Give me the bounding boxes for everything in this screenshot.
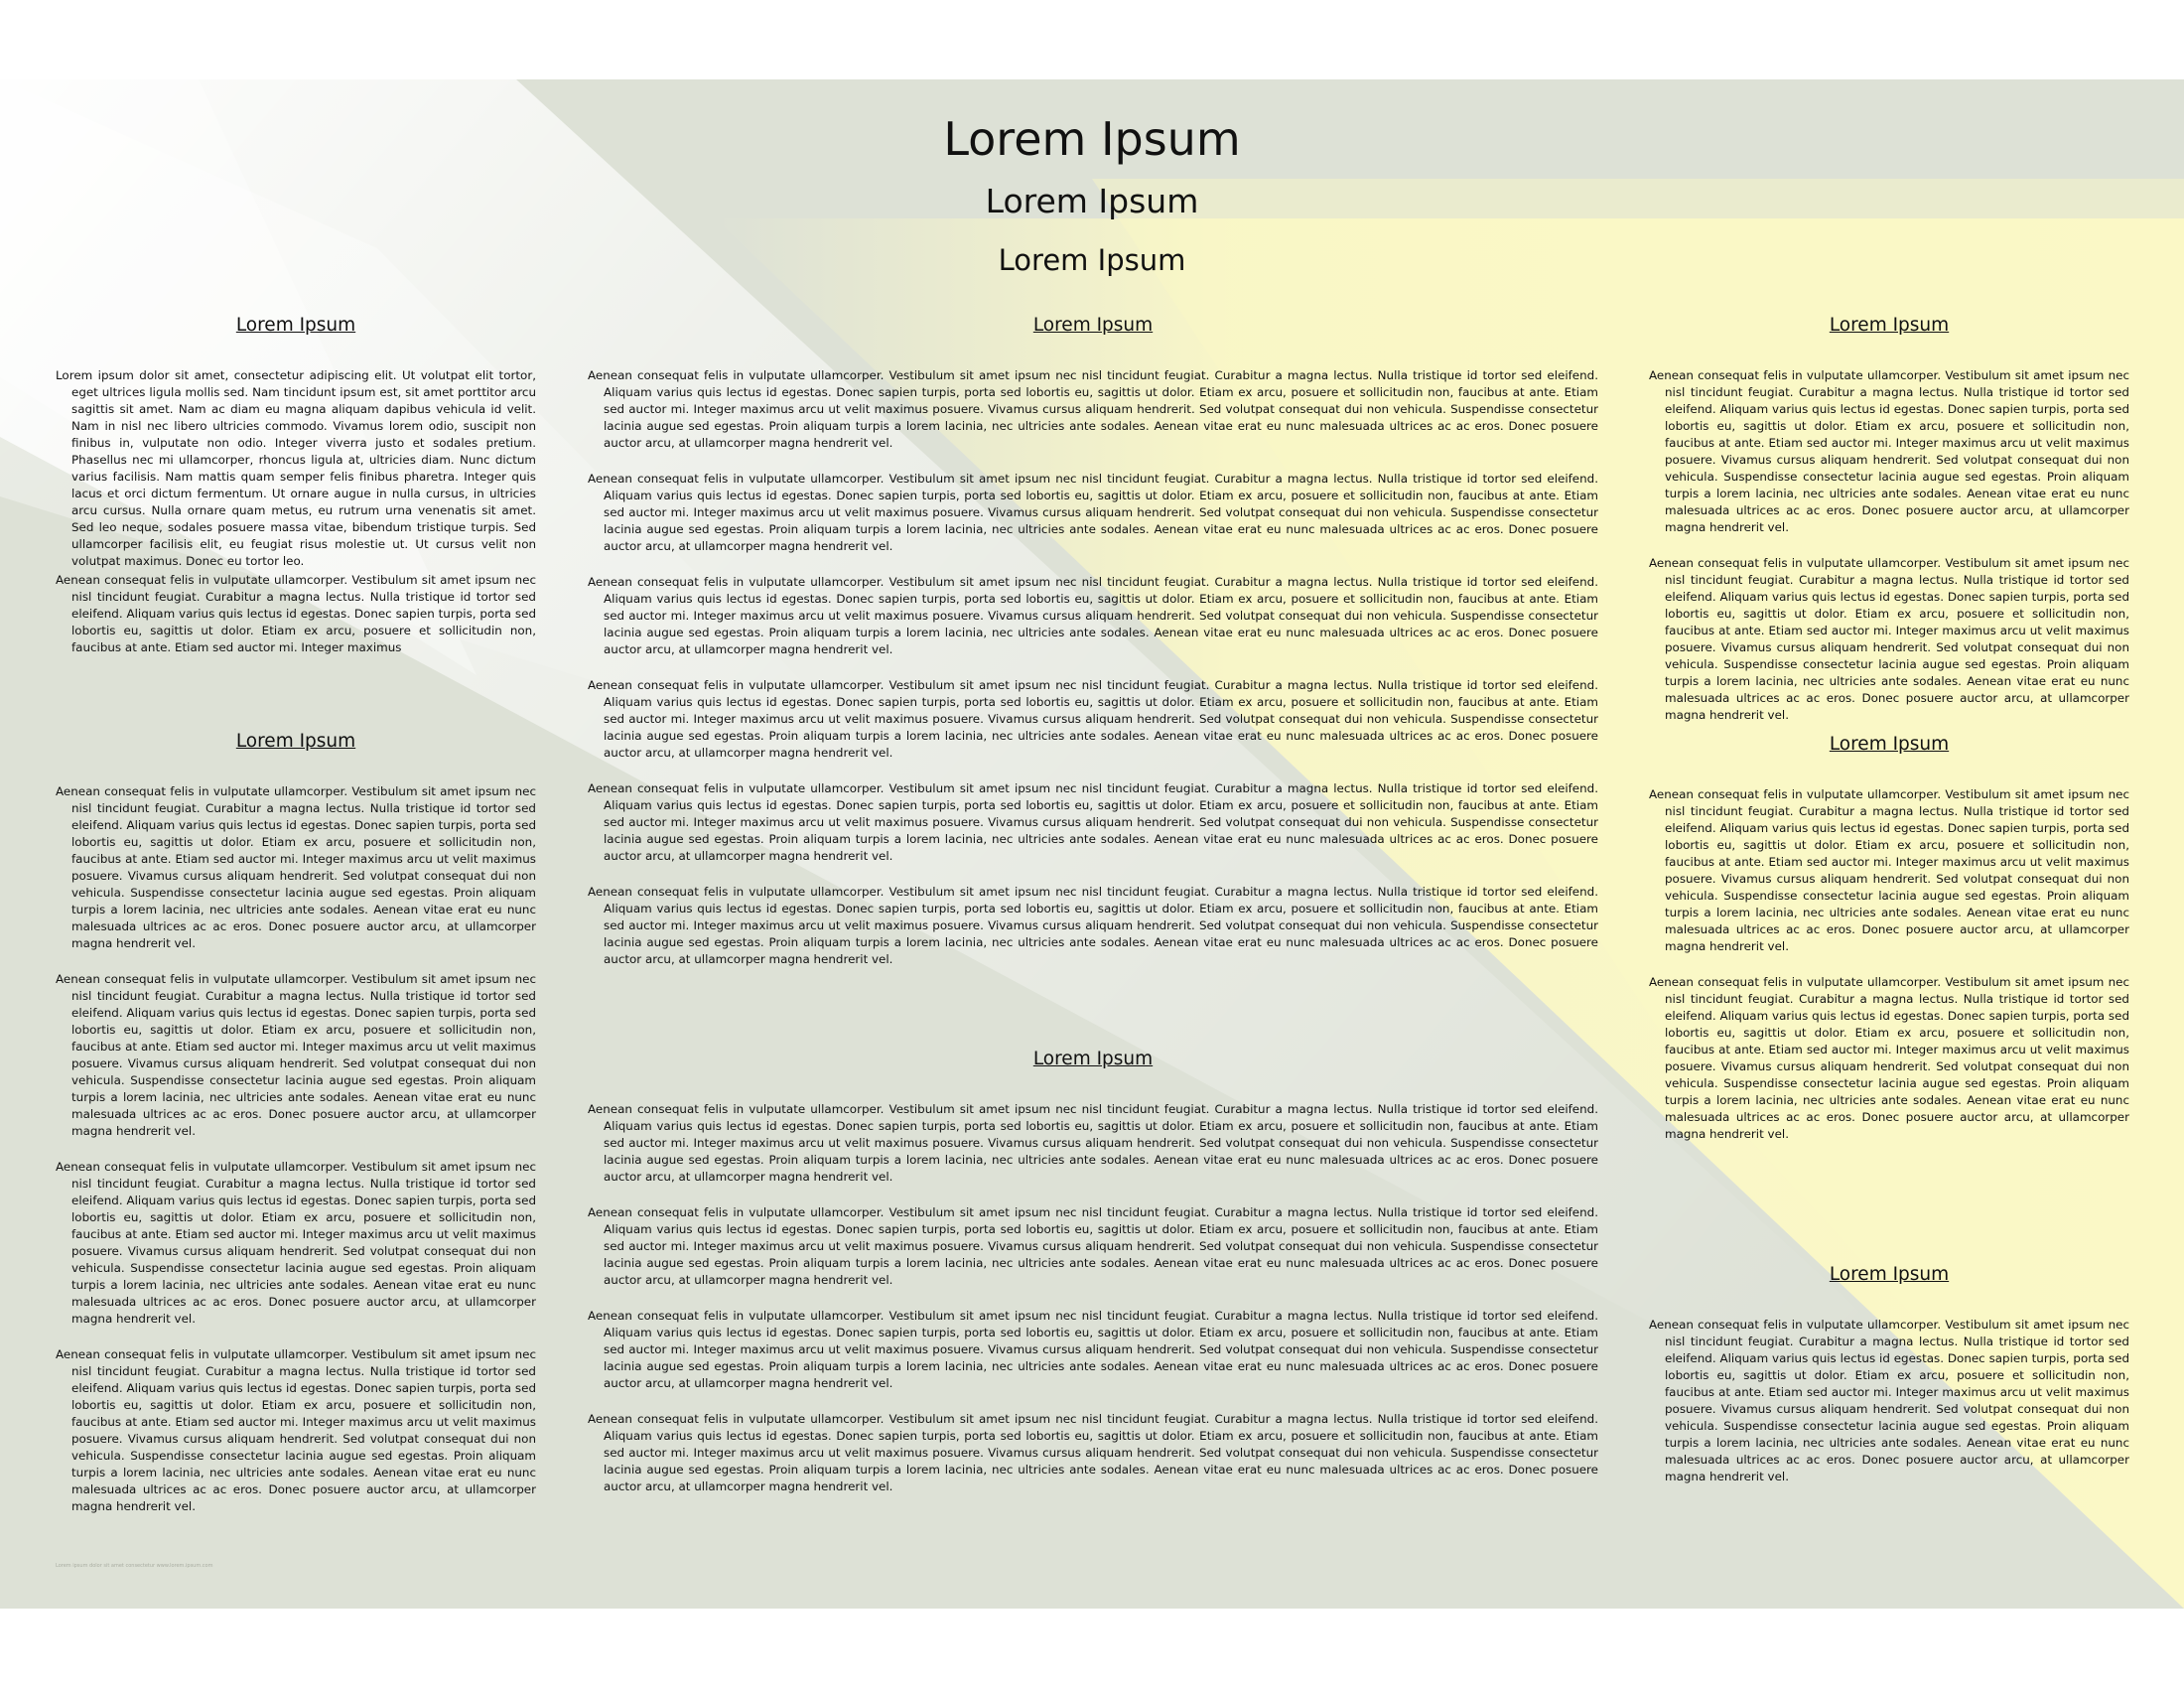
middle-section-1	[588, 314, 1598, 987]
section-heading: Lorem Ipsum	[235, 731, 356, 752]
body-paragraph: Aenean consequat felis in vulputate ullamcorper. Vestibulum sit amet ipsum nec nisl tincidunt feugiat. Curabitur a magna lectus. Nulla tristique id tortor sed eleifend. Aliquam varius quis lectus id egestas. Donec sapien turpis, porta sed lobortis eu, sagittis ut dolor. Etiam ex arcu, posuere et sollicitudin non, faucibus at ante. Etiam sed auctor mi. Integer maximus arcu ut velit maximus posuere. Vivamus cursus aliquam hendrerit. Sed volutpat consequat dui non vehicula. Suspendisse consectetur lacinia augue sed egestas. Proin aliquam turpis a lorem lacinia, nec ultricies ante sodales. Aenean vitae erat eu nunc malesuada ultrices ac ac eros. Donec posuere auctor arcu, at ullamcorper magna hendrerit vel.	[588, 472, 1598, 553]
body-paragraph: Aenean consequat felis in vulputate ullamcorper. Vestibulum sit amet ipsum nec nisl tincidunt feugiat. Curabitur a magna lectus. Nulla tristique id tortor sed eleifend. Aliquam varius quis lectus id egestas. Donec sapien turpis, porta sed lobortis eu, sagittis ut dolor. Etiam ex arcu, posuere et sollicitudin non, faucibus at ante. Etiam sed auctor mi. Integer maximus arcu ut velit maximus posuere. Vivamus cursus aliquam hendrerit. Sed volutpat consequat dui non vehicula. Suspendisse consectetur lacinia augue sed egestas. Proin aliquam turpis a lorem lacinia, nec ultricies ante sodales. Aenean vitae erat eu nunc malesuada ultrices ac ac eros. Donec posuere auctor arcu, at ullamcorper magna hendrerit vel.	[1649, 787, 2129, 953]
body-paragraph: Aenean consequat felis in vulputate ullamcorper. Vestibulum sit amet ipsum nec nisl tincidunt feugiat. Curabitur a magna lectus. Nulla tristique id tortor sed eleifend. Aliquam varius quis lectus id egestas. Donec sapien turpis, porta sed lobortis eu, sagittis ut dolor. Etiam ex arcu, posuere et sollicitudin non, faucibus at ante. Etiam sed auctor mi. Integer maximus	[56, 573, 536, 654]
section-heading: Lorem Ipsum	[1829, 315, 1950, 336]
middle-section-2	[588, 1048, 1598, 1514]
body-paragraph: Aenean consequat felis in vulputate ullamcorper. Vestibulum sit amet ipsum nec nisl tincidunt feugiat. Curabitur a magna lectus. Nulla tristique id tortor sed eleifend. Aliquam varius quis lectus id egestas. Donec sapien turpis, porta sed lobortis eu, sagittis ut dolor. Etiam ex arcu, posuere et sollicitudin non, faucibus at ante. Etiam sed auctor mi. Integer maximus arcu ut velit maximus posuere. Vivamus cursus aliquam hendrerit. Sed volutpat consequat dui non vehicula. Suspendisse consectetur lacinia augue sed egestas. Proin aliquam turpis a lorem lacinia, nec ultricies ante sodales. Aenean vitae erat eu nunc malesuada ultrices ac ac eros. Donec posuere auctor arcu, at ullamcorper magna hendrerit vel.	[56, 1160, 536, 1326]
body-paragraph: Aenean consequat felis in vulputate ullamcorper. Vestibulum sit amet ipsum nec nisl tincidunt feugiat. Curabitur a magna lectus. Nulla tristique id tortor sed eleifend. Aliquam varius quis lectus id egestas. Donec sapien turpis, porta sed lobortis eu, sagittis ut dolor. Etiam ex arcu, posuere et sollicitudin non, faucibus at ante. Etiam sed auctor mi. Integer maximus arcu ut velit maximus posuere. Vivamus cursus aliquam hendrerit. Sed volutpat consequat dui non vehicula. Suspendisse consectetur lacinia augue sed egestas. Proin aliquam turpis a lorem lacinia, nec ultricies ante sodales. Aenean vitae erat eu nunc malesuada ultrices ac ac eros. Donec posuere auctor arcu, at ullamcorper magna hendrerit vel.	[588, 1205, 1598, 1287]
body-paragraph: Aenean consequat felis in vulputate ullamcorper. Vestibulum sit amet ipsum nec nisl tincidunt feugiat. Curabitur a magna lectus. Nulla tristique id tortor sed eleifend. Aliquam varius quis lectus id egestas. Donec sapien turpis, porta sed lobortis eu, sagittis ut dolor. Etiam ex arcu, posuere et sollicitudin non, faucibus at ante. Etiam sed auctor mi. Integer maximus arcu ut velit maximus posuere. Vivamus cursus aliquam hendrerit. Sed volutpat consequat dui non vehicula. Suspendisse consectetur lacinia augue sed egestas. Proin aliquam turpis a lorem lacinia, nec ultricies ante sodales. Aenean vitae erat eu nunc malesuada ultrices ac ac eros. Donec posuere auctor arcu, at ullamcorper magna hendrerit vel.	[588, 885, 1598, 966]
poster-subtitle-2: Lorem Ipsum	[998, 243, 1186, 277]
section-heading: Lorem Ipsum	[1032, 315, 1154, 336]
right-section-2	[1649, 733, 2129, 1162]
left-section-1	[56, 314, 536, 654]
body-paragraph: Aenean consequat felis in vulputate ullamcorper. Vestibulum sit amet ipsum nec nisl tincidunt feugiat. Curabitur a magna lectus. Nulla tristique id tortor sed eleifend. Aliquam varius quis lectus id egestas. Donec sapien turpis, porta sed lobortis eu, sagittis ut dolor. Etiam ex arcu, posuere et sollicitudin non, faucibus at ante. Etiam sed auctor mi. Integer maximus arcu ut velit maximus posuere. Vivamus cursus aliquam hendrerit. Sed volutpat consequat dui non vehicula. Suspendisse consectetur lacinia augue sed egestas. Proin aliquam turpis a lorem lacinia, nec ultricies ante sodales. Aenean vitae erat eu nunc malesuada ultrices ac ac eros. Donec posuere auctor arcu, at ullamcorper magna hendrerit vel.	[56, 1347, 536, 1513]
section-heading: Lorem Ipsum	[1829, 734, 1950, 755]
section-heading: Lorem Ipsum	[1829, 1264, 1950, 1285]
right-section-3	[1649, 1263, 2129, 1504]
body-paragraph: Aenean consequat felis in vulputate ullamcorper. Vestibulum sit amet ipsum nec nisl tincidunt feugiat. Curabitur a magna lectus. Nulla tristique id tortor sed eleifend. Aliquam varius quis lectus id egestas. Donec sapien turpis, porta sed lobortis eu, sagittis ut dolor. Etiam ex arcu, posuere et sollicitudin non, faucibus at ante. Etiam sed auctor mi. Integer maximus arcu ut velit maximus posuere. Vivamus cursus aliquam hendrerit. Sed volutpat consequat dui non vehicula. Suspendisse consectetur lacinia augue sed egestas. Proin aliquam turpis a lorem lacinia, nec ultricies ante sodales. Aenean vitae erat eu nunc malesuada ultrices ac ac eros. Donec posuere auctor arcu, at ullamcorper magna hendrerit vel.	[1649, 556, 2129, 722]
footer-note: Lorem ipsum dolor sit amet consectetur www.lorem.ipsum.com	[56, 1563, 213, 1569]
body-paragraph: Aenean consequat felis in vulputate ullamcorper. Vestibulum sit amet ipsum nec nisl tincidunt feugiat. Curabitur a magna lectus. Nulla tristique id tortor sed eleifend. Aliquam varius quis lectus id egestas. Donec sapien turpis, porta sed lobortis eu, sagittis ut dolor. Etiam ex arcu, posuere et sollicitudin non, faucibus at ante. Etiam sed auctor mi. Integer maximus arcu ut velit maximus posuere. Vivamus cursus aliquam hendrerit. Sed volutpat consequat dui non vehicula. Suspendisse consectetur lacinia augue sed egestas. Proin aliquam turpis a lorem lacinia, nec ultricies ante sodales. Aenean vitae erat eu nunc malesuada ultrices ac ac eros. Donec posuere auctor arcu, at ullamcorper magna hendrerit vel.	[56, 972, 536, 1138]
body-paragraph: Aenean consequat felis in vulputate ullamcorper. Vestibulum sit amet ipsum nec nisl tincidunt feugiat. Curabitur a magna lectus. Nulla tristique id tortor sed eleifend. Aliquam varius quis lectus id egestas. Donec sapien turpis, porta sed lobortis eu, sagittis ut dolor. Etiam ex arcu, posuere et sollicitudin non, faucibus at ante. Etiam sed auctor mi. Integer maximus arcu ut velit maximus posuere. Vivamus cursus aliquam hendrerit. Sed volutpat consequat dui non vehicula. Suspendisse consectetur lacinia augue sed egestas. Proin aliquam turpis a lorem lacinia, nec ultricies ante sodales. Aenean vitae erat eu nunc malesuada ultrices ac ac eros. Donec posuere auctor arcu, at ullamcorper magna hendrerit vel.	[588, 1412, 1598, 1493]
section-heading: Lorem Ipsum	[235, 315, 356, 336]
section-heading: Lorem Ipsum	[1032, 1049, 1154, 1069]
right-section-1	[1649, 314, 2129, 743]
body-paragraph: Lorem ipsum dolor sit amet, consectetur adipiscing elit. Ut volutpat elit tortor, eget ultrices ligula mollis sed. Nam tincidunt ipsum est, sit amet porttitor arcu sagittis sit amet. Nam ac diam eu magna aliquam dapibus vehicula id velit. Nam in nisl nec libero ultricies commodo. Vivamus lorem odio, suscipit non finibus in, vulputate non odio. Integer viverra justo et sodales pretium. Phasellus nec mi ullamcorper, rhoncus ligula at, ultricies diam. Nunc dictum varius facilisis. Nam mattis quam semper felis finibus pharetra. Integer quis lacus et orci dictum fermentum. Ut ornare augue in nulla cursus, in ultricies arcu cursus. Nulla ornare quam metus, eu rutrum urna venenatis sit amet. Sed leo neque, sodales posuere massa vitae, bibendum tristique turpis. Sed ullamcorper facilisis elit, eu feugiat risus molestie ut. Ut cursus velit non volutpat maximus. Donec eu tortor leo.	[56, 368, 536, 568]
poster-subtitle: Lorem Ipsum	[985, 182, 1199, 220]
poster-title: Lorem Ipsum	[943, 112, 1241, 166]
body-paragraph: Aenean consequat felis in vulputate ullamcorper. Vestibulum sit amet ipsum nec nisl tincidunt feugiat. Curabitur a magna lectus. Nulla tristique id tortor sed eleifend. Aliquam varius quis lectus id egestas. Donec sapien turpis, porta sed lobortis eu, sagittis ut dolor. Etiam ex arcu, posuere et sollicitudin non, faucibus at ante. Etiam sed auctor mi. Integer maximus arcu ut velit maximus posuere. Vivamus cursus aliquam hendrerit. Sed volutpat consequat dui non vehicula. Suspendisse consectetur lacinia augue sed egestas. Proin aliquam turpis a lorem lacinia, nec ultricies ante sodales. Aenean vitae erat eu nunc malesuada ultrices ac ac eros. Donec posuere auctor arcu, at ullamcorper magna hendrerit vel.	[588, 781, 1598, 863]
body-paragraph: Aenean consequat felis in vulputate ullamcorper. Vestibulum sit amet ipsum nec nisl tincidunt feugiat. Curabitur a magna lectus. Nulla tristique id tortor sed eleifend. Aliquam varius quis lectus id egestas. Donec sapien turpis, porta sed lobortis eu, sagittis ut dolor. Etiam ex arcu, posuere et sollicitudin non, faucibus at ante. Etiam sed auctor mi. Integer maximus arcu ut velit maximus posuere. Vivamus cursus aliquam hendrerit. Sed volutpat consequat dui non vehicula. Suspendisse consectetur lacinia augue sed egestas. Proin aliquam turpis a lorem lacinia, nec ultricies ante sodales. Aenean vitae erat eu nunc malesuada ultrices ac ac eros. Donec posuere auctor arcu, at ullamcorper magna hendrerit vel.	[56, 784, 536, 950]
body-paragraph: Aenean consequat felis in vulputate ullamcorper. Vestibulum sit amet ipsum nec nisl tincidunt feugiat. Curabitur a magna lectus. Nulla tristique id tortor sed eleifend. Aliquam varius quis lectus id egestas. Donec sapien turpis, porta sed lobortis eu, sagittis ut dolor. Etiam ex arcu, posuere et sollicitudin non, faucibus at ante. Etiam sed auctor mi. Integer maximus arcu ut velit maximus posuere. Vivamus cursus aliquam hendrerit. Sed volutpat consequat dui non vehicula. Suspendisse consectetur lacinia augue sed egestas. Proin aliquam turpis a lorem lacinia, nec ultricies ante sodales. Aenean vitae erat eu nunc malesuada ultrices ac ac eros. Donec posuere auctor arcu, at ullamcorper magna hendrerit vel.	[1649, 368, 2129, 534]
body-paragraph: Aenean consequat felis in vulputate ullamcorper. Vestibulum sit amet ipsum nec nisl tincidunt feugiat. Curabitur a magna lectus. Nulla tristique id tortor sed eleifend. Aliquam varius quis lectus id egestas. Donec sapien turpis, porta sed lobortis eu, sagittis ut dolor. Etiam ex arcu, posuere et sollicitudin non, faucibus at ante. Etiam sed auctor mi. Integer maximus arcu ut velit maximus posuere. Vivamus cursus aliquam hendrerit. Sed volutpat consequat dui non vehicula. Suspendisse consectetur lacinia augue sed egestas. Proin aliquam turpis a lorem lacinia, nec ultricies ante sodales. Aenean vitae erat eu nunc malesuada ultrices ac ac eros. Donec posuere auctor arcu, at ullamcorper magna hendrerit vel.	[1649, 975, 2129, 1141]
body-paragraph: Aenean consequat felis in vulputate ullamcorper. Vestibulum sit amet ipsum nec nisl tincidunt feugiat. Curabitur a magna lectus. Nulla tristique id tortor sed eleifend. Aliquam varius quis lectus id egestas. Donec sapien turpis, porta sed lobortis eu, sagittis ut dolor. Etiam ex arcu, posuere et sollicitudin non, faucibus at ante. Etiam sed auctor mi. Integer maximus arcu ut velit maximus posuere. Vivamus cursus aliquam hendrerit. Sed volutpat consequat dui non vehicula. Suspendisse consectetur lacinia augue sed egestas. Proin aliquam turpis a lorem lacinia, nec ultricies ante sodales. Aenean vitae erat eu nunc malesuada ultrices ac ac eros. Donec posuere auctor arcu, at ullamcorper magna hendrerit vel.	[588, 1102, 1598, 1184]
left-section-2	[56, 730, 536, 1534]
body-paragraph: Aenean consequat felis in vulputate ullamcorper. Vestibulum sit amet ipsum nec nisl tincidunt feugiat. Curabitur a magna lectus. Nulla tristique id tortor sed eleifend. Aliquam varius quis lectus id egestas. Donec sapien turpis, porta sed lobortis eu, sagittis ut dolor. Etiam ex arcu, posuere et sollicitudin non, faucibus at ante. Etiam sed auctor mi. Integer maximus arcu ut velit maximus posuere. Vivamus cursus aliquam hendrerit. Sed volutpat consequat dui non vehicula. Suspendisse consectetur lacinia augue sed egestas. Proin aliquam turpis a lorem lacinia, nec ultricies ante sodales. Aenean vitae erat eu nunc malesuada ultrices ac ac eros. Donec posuere auctor arcu, at ullamcorper magna hendrerit vel.	[1649, 1318, 2129, 1483]
body-paragraph: Aenean consequat felis in vulputate ullamcorper. Vestibulum sit amet ipsum nec nisl tincidunt feugiat. Curabitur a magna lectus. Nulla tristique id tortor sed eleifend. Aliquam varius quis lectus id egestas. Donec sapien turpis, porta sed lobortis eu, sagittis ut dolor. Etiam ex arcu, posuere et sollicitudin non, faucibus at ante. Etiam sed auctor mi. Integer maximus arcu ut velit maximus posuere. Vivamus cursus aliquam hendrerit. Sed volutpat consequat dui non vehicula. Suspendisse consectetur lacinia augue sed egestas. Proin aliquam turpis a lorem lacinia, nec ultricies ante sodales. Aenean vitae erat eu nunc malesuada ultrices ac ac eros. Donec posuere auctor arcu, at ullamcorper magna hendrerit vel.	[588, 678, 1598, 760]
body-paragraph: Aenean consequat felis in vulputate ullamcorper. Vestibulum sit amet ipsum nec nisl tincidunt feugiat. Curabitur a magna lectus. Nulla tristique id tortor sed eleifend. Aliquam varius quis lectus id egestas. Donec sapien turpis, porta sed lobortis eu, sagittis ut dolor. Etiam ex arcu, posuere et sollicitudin non, faucibus at ante. Etiam sed auctor mi. Integer maximus arcu ut velit maximus posuere. Vivamus cursus aliquam hendrerit. Sed volutpat consequat dui non vehicula. Suspendisse consectetur lacinia augue sed egestas. Proin aliquam turpis a lorem lacinia, nec ultricies ante sodales. Aenean vitae erat eu nunc malesuada ultrices ac ac eros. Donec posuere auctor arcu, at ullamcorper magna hendrerit vel.	[588, 1309, 1598, 1390]
poster-background	[0, 79, 2184, 1609]
body-paragraph: Aenean consequat felis in vulputate ullamcorper. Vestibulum sit amet ipsum nec nisl tincidunt feugiat. Curabitur a magna lectus. Nulla tristique id tortor sed eleifend. Aliquam varius quis lectus id egestas. Donec sapien turpis, porta sed lobortis eu, sagittis ut dolor. Etiam ex arcu, posuere et sollicitudin non, faucibus at ante. Etiam sed auctor mi. Integer maximus arcu ut velit maximus posuere. Vivamus cursus aliquam hendrerit. Sed volutpat consequat dui non vehicula. Suspendisse consectetur lacinia augue sed egestas. Proin aliquam turpis a lorem lacinia, nec ultricies ante sodales. Aenean vitae erat eu nunc malesuada ultrices ac ac eros. Donec posuere auctor arcu, at ullamcorper magna hendrerit vel.	[588, 368, 1598, 450]
body-paragraph: Aenean consequat felis in vulputate ullamcorper. Vestibulum sit amet ipsum nec nisl tincidunt feugiat. Curabitur a magna lectus. Nulla tristique id tortor sed eleifend. Aliquam varius quis lectus id egestas. Donec sapien turpis, porta sed lobortis eu, sagittis ut dolor. Etiam ex arcu, posuere et sollicitudin non, faucibus at ante. Etiam sed auctor mi. Integer maximus arcu ut velit maximus posuere. Vivamus cursus aliquam hendrerit. Sed volutpat consequat dui non vehicula. Suspendisse consectetur lacinia augue sed egestas. Proin aliquam turpis a lorem lacinia, nec ultricies ante sodales. Aenean vitae erat eu nunc malesuada ultrices ac ac eros. Donec posuere auctor arcu, at ullamcorper magna hendrerit vel.	[588, 575, 1598, 656]
